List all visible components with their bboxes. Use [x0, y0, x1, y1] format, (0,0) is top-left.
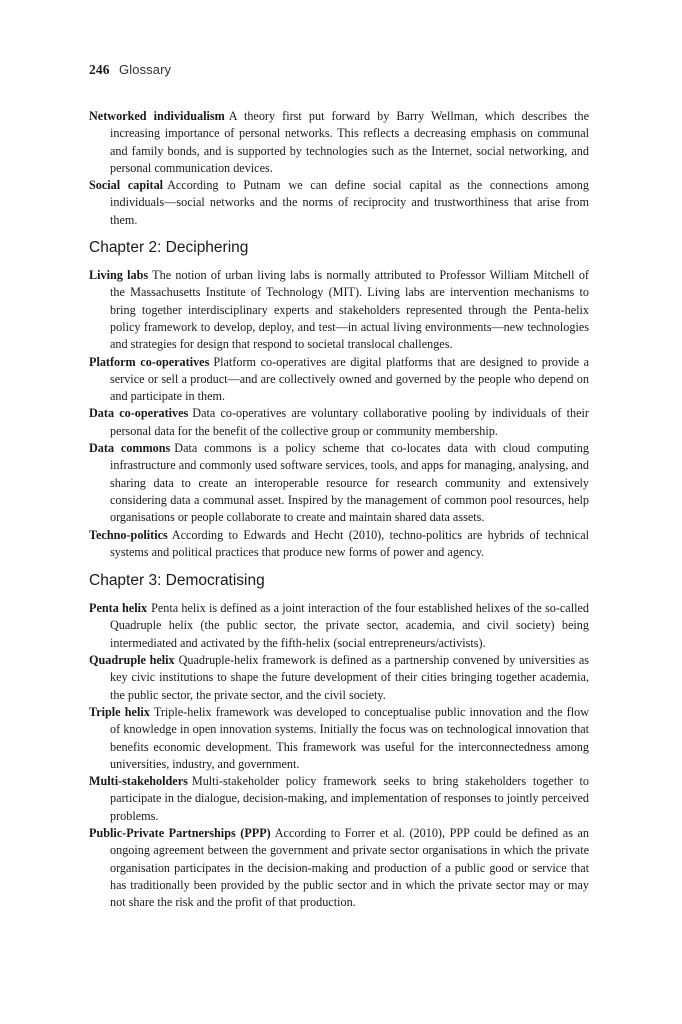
- glossary-term: Techno-politics: [89, 527, 168, 542]
- glossary-entry: [89, 267, 589, 353]
- glossary-entry: [89, 405, 589, 440]
- glossary-definition: According to Edwards and Hecht (2010), techno-politics are hybrids of technical systems and political practices that produce new forms of power and agency.: [110, 527, 589, 559]
- glossary-term: Networked individualism: [89, 109, 225, 123]
- glossary-body: [89, 108, 589, 911]
- chapter-heading: Chapter 3: Democratising: [89, 572, 265, 590]
- glossary-term: Platform co-operatives: [89, 354, 210, 369]
- glossary-term: Quadruple helix: [89, 653, 175, 668]
- glossary-definition: According to Forrer et al. (2010), PPP could be defined as an ongoing agreement between the government and private sector organisations in which the private organisation participates in the decision-making and production of a public good or service that has traditionally been provided by the public sector and in which the private sector may or may not share the risk and the profit of that production.: [110, 825, 590, 910]
- chapter-heading: Chapter 2: Deciphering: [89, 239, 249, 257]
- running-head: [89, 62, 171, 78]
- glossary-entry: [89, 600, 589, 652]
- glossary-term: Multi-stakeholders: [89, 774, 188, 789]
- page-number: 246: [89, 62, 110, 77]
- section-title: Glossary: [119, 62, 172, 77]
- glossary-definition: Penta helix is defined as a joint interaction of the four established helixes of the so-called Quadruple helix (the public sector, the private sector, academia, and civil society) being intermediated and activated by the fifth-helix (social entrepreneurs/activists).: [110, 601, 589, 650]
- glossary-term: Data co-operatives: [89, 406, 189, 421]
- glossary-term: Triple helix: [89, 704, 150, 719]
- glossary-entry: [89, 825, 589, 911]
- glossary-entry: [89, 108, 589, 177]
- glossary-entry: [89, 354, 589, 406]
- glossary-definition: Data co-operatives are voluntary collaborative pooling by individuals of their personal data for the benefit of the collective group or community membership.: [110, 406, 589, 438]
- glossary-definition: Quadruple-helix framework is defined as a partnership convened by universities as key civic institutions to shape the future development of their cities bringing together academia, the public sector, the private sector, and the civil society.: [110, 653, 589, 702]
- glossary-entry: [89, 527, 589, 562]
- glossary-term: Public-Private Partnerships (PPP): [89, 825, 271, 840]
- glossary-definition: Triple-helix framework was developed to conceptualise public innovation and the flow of knowledge in open innovation systems. Initially the focus was on technological innovation that benefits economic development. This framework was useful for the interconnectedness among universities, industry, and government.: [110, 704, 590, 771]
- glossary-term: Penta helix: [89, 601, 148, 616]
- glossary-definition: The notion of urban living labs is normally attributed to Professor William Mitchell of the Massachusetts Institute of Technology (MIT). Living labs are intervention mechanisms to bring together interdisciplinary experts and stakeholders represented through the Penta-helix policy framework to develop, deploy, and test—in actual living environments—new technologies and strategies for design that respond to societal translocal challenges.: [110, 268, 589, 352]
- glossary-entry: [89, 440, 589, 526]
- glossary-entry: [89, 773, 589, 825]
- glossary-definition: Data commons is a policy scheme that co-locates data with cloud computing infrastructure and commonly used software services, tools, and apps for managing, analysing, and sharing data to create an interoperable resource for research community and extensively considering data a communal asset. Inspired by the management of common pool resources, help organisations or people collaborate to create and maintain shared data assets.: [110, 441, 589, 525]
- glossary-definition: Platform co-operatives are digital platforms that are designed to provide a service or sell a product—and are collectively owned and governed by the people who depend on and participate in them.: [110, 354, 589, 404]
- glossary-term: Social capital: [89, 178, 164, 193]
- glossary-definition: According to Putnam we can define social capital as the connections among individuals—social networks and the norms of reciprocity and trustworthiness that arise from them.: [110, 178, 589, 227]
- glossary-entry: [89, 652, 589, 704]
- glossary-term: Living labs: [89, 268, 149, 283]
- glossary-entry: [89, 704, 589, 773]
- glossary-definition: A theory first put forward by Barry Wellman, which describes the increasing importance of personal networks. This reflects a decreasing emphasis on communal and family bonds, and is supported by technologies such as the Internet, social networking, and personal communication devices.: [110, 109, 589, 175]
- glossary-definition: Multi-stakeholder policy framework seeks to bring stakeholders together to participate in the dialogue, decision-making, and implementation of responses to jointly perceived problems.: [110, 774, 589, 823]
- glossary-entry: [89, 177, 589, 229]
- glossary-term: Data commons: [89, 441, 171, 456]
